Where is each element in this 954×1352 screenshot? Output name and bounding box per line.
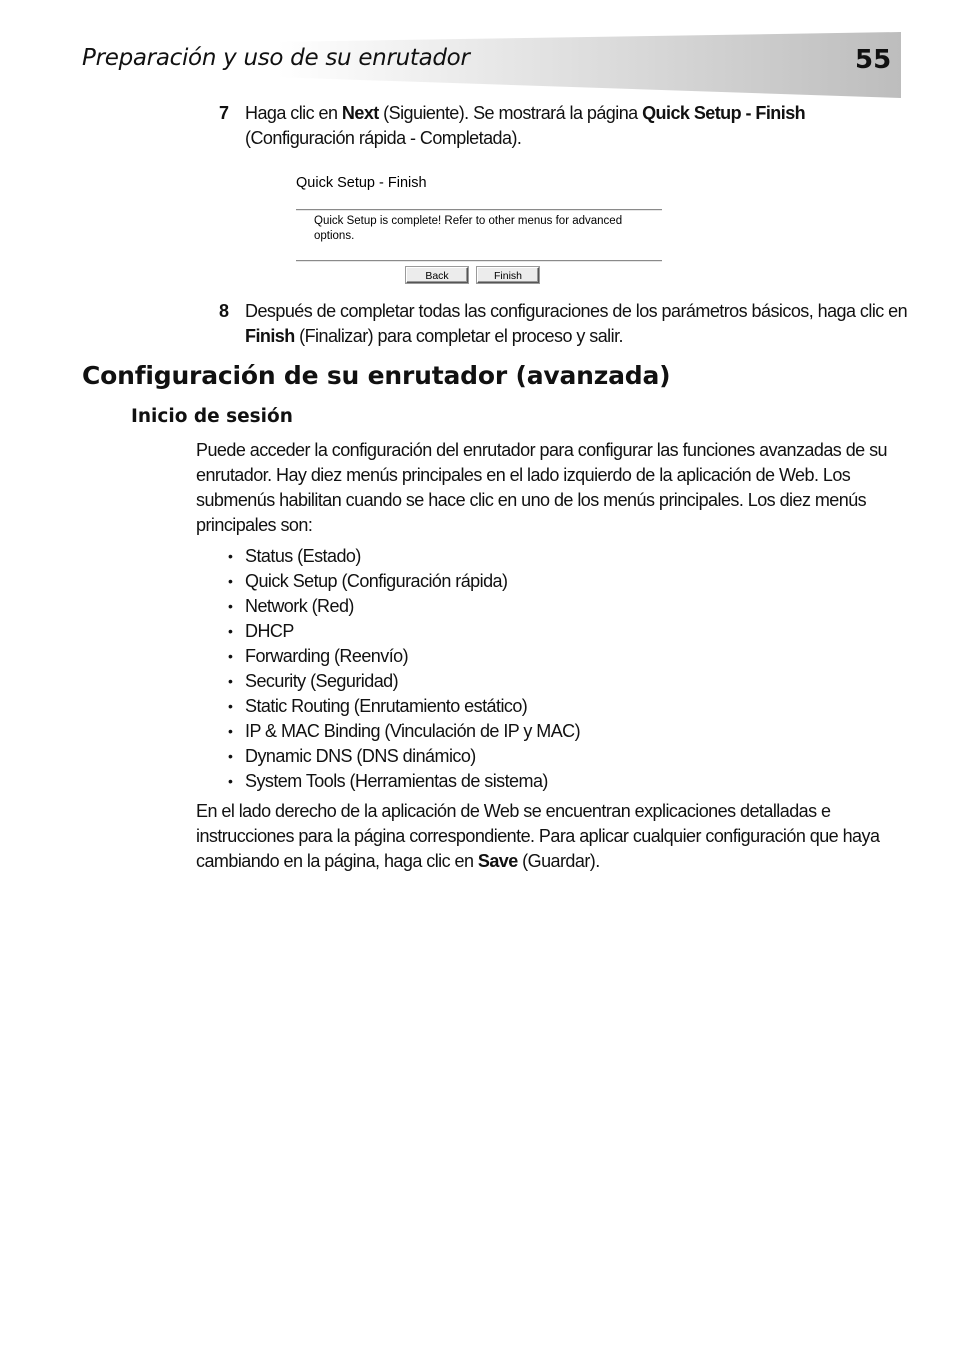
list-item: • Quick Setup (Configuración rápida) — [226, 569, 580, 594]
list-item: • Network (Red) — [226, 594, 580, 619]
section-heading: Configuración de su enrutador (avanzada) — [82, 361, 671, 390]
main-menu-list — [226, 544, 580, 794]
list-item: • System Tools (Herramientas de sistema) — [226, 769, 580, 794]
text-run: (Finalizar) para completar el proceso y salir. — [294, 326, 623, 346]
text-run: (Guardar). — [517, 851, 600, 871]
step-7-text — [245, 101, 909, 151]
finish-button[interactable]: Finish — [477, 267, 539, 283]
text-run: Haga clic en — [245, 103, 342, 123]
text-run: (Siguiente). Se mostrará la página — [378, 103, 643, 123]
bold-finish: Finish — [245, 326, 295, 346]
closing-paragraph — [196, 799, 896, 874]
subsection-heading: Inicio de sesión — [131, 406, 293, 427]
list-item: • Dynamic DNS (DNS dinámico) — [226, 744, 580, 769]
step-number: 7 — [219, 103, 229, 123]
text-run: Después de completar todas las configuraciones de los parámetros básicos, haga clic en — [245, 301, 908, 321]
list-item: • Forwarding (Reenvío) — [226, 644, 580, 669]
screenshot-message: Quick Setup is complete! Refer to other menus for advanced options. — [314, 215, 623, 242]
intro-paragraph: Puede acceder la configuración del enrutador para configurar las funciones avanzadas de su enrutador. Hay diez menús principales en el lado izquierdo de la aplicación de Web. Los submenús habilitan cuando se hace clic en uno de los menús principales. Los diez menús principales son: — [196, 440, 887, 535]
page-number: 55 — [855, 45, 892, 75]
list-item: • Static Routing (Enrutamiento estático) — [226, 694, 580, 719]
bold-save: Save — [477, 851, 518, 871]
divider — [296, 209, 662, 211]
step-8 — [219, 299, 909, 349]
back-button[interactable]: Back — [406, 267, 468, 283]
step-number: 8 — [219, 301, 229, 321]
text-run: (Configuración rápida - Completada). — [245, 128, 522, 148]
list-item: • IP & MAC Binding (Vinculación de IP y MAC) — [226, 719, 580, 744]
step-7 — [219, 101, 909, 151]
bold-next: Next — [341, 103, 379, 123]
step-8-text — [245, 299, 909, 349]
text-run: En el lado derecho de la aplicación de Web se encuentran explicaciones detalladas e instrucciones para la página correspondiente. Para aplicar cualquier configuración que haya cambiando en la página, haga clic en — [196, 801, 880, 871]
quick-setup-finish-screenshot — [292, 166, 662, 288]
bold-quick-setup-finish: Quick Setup - Finish — [642, 103, 806, 123]
list-item: • Security (Seguridad) — [226, 669, 580, 694]
divider — [296, 260, 662, 262]
running-header: Preparación y uso de su enrutador — [82, 45, 470, 71]
list-item: • Status (Estado) — [226, 544, 580, 569]
list-item: • DHCP — [226, 619, 580, 644]
screenshot-title: Quick Setup - Finish — [296, 175, 427, 191]
